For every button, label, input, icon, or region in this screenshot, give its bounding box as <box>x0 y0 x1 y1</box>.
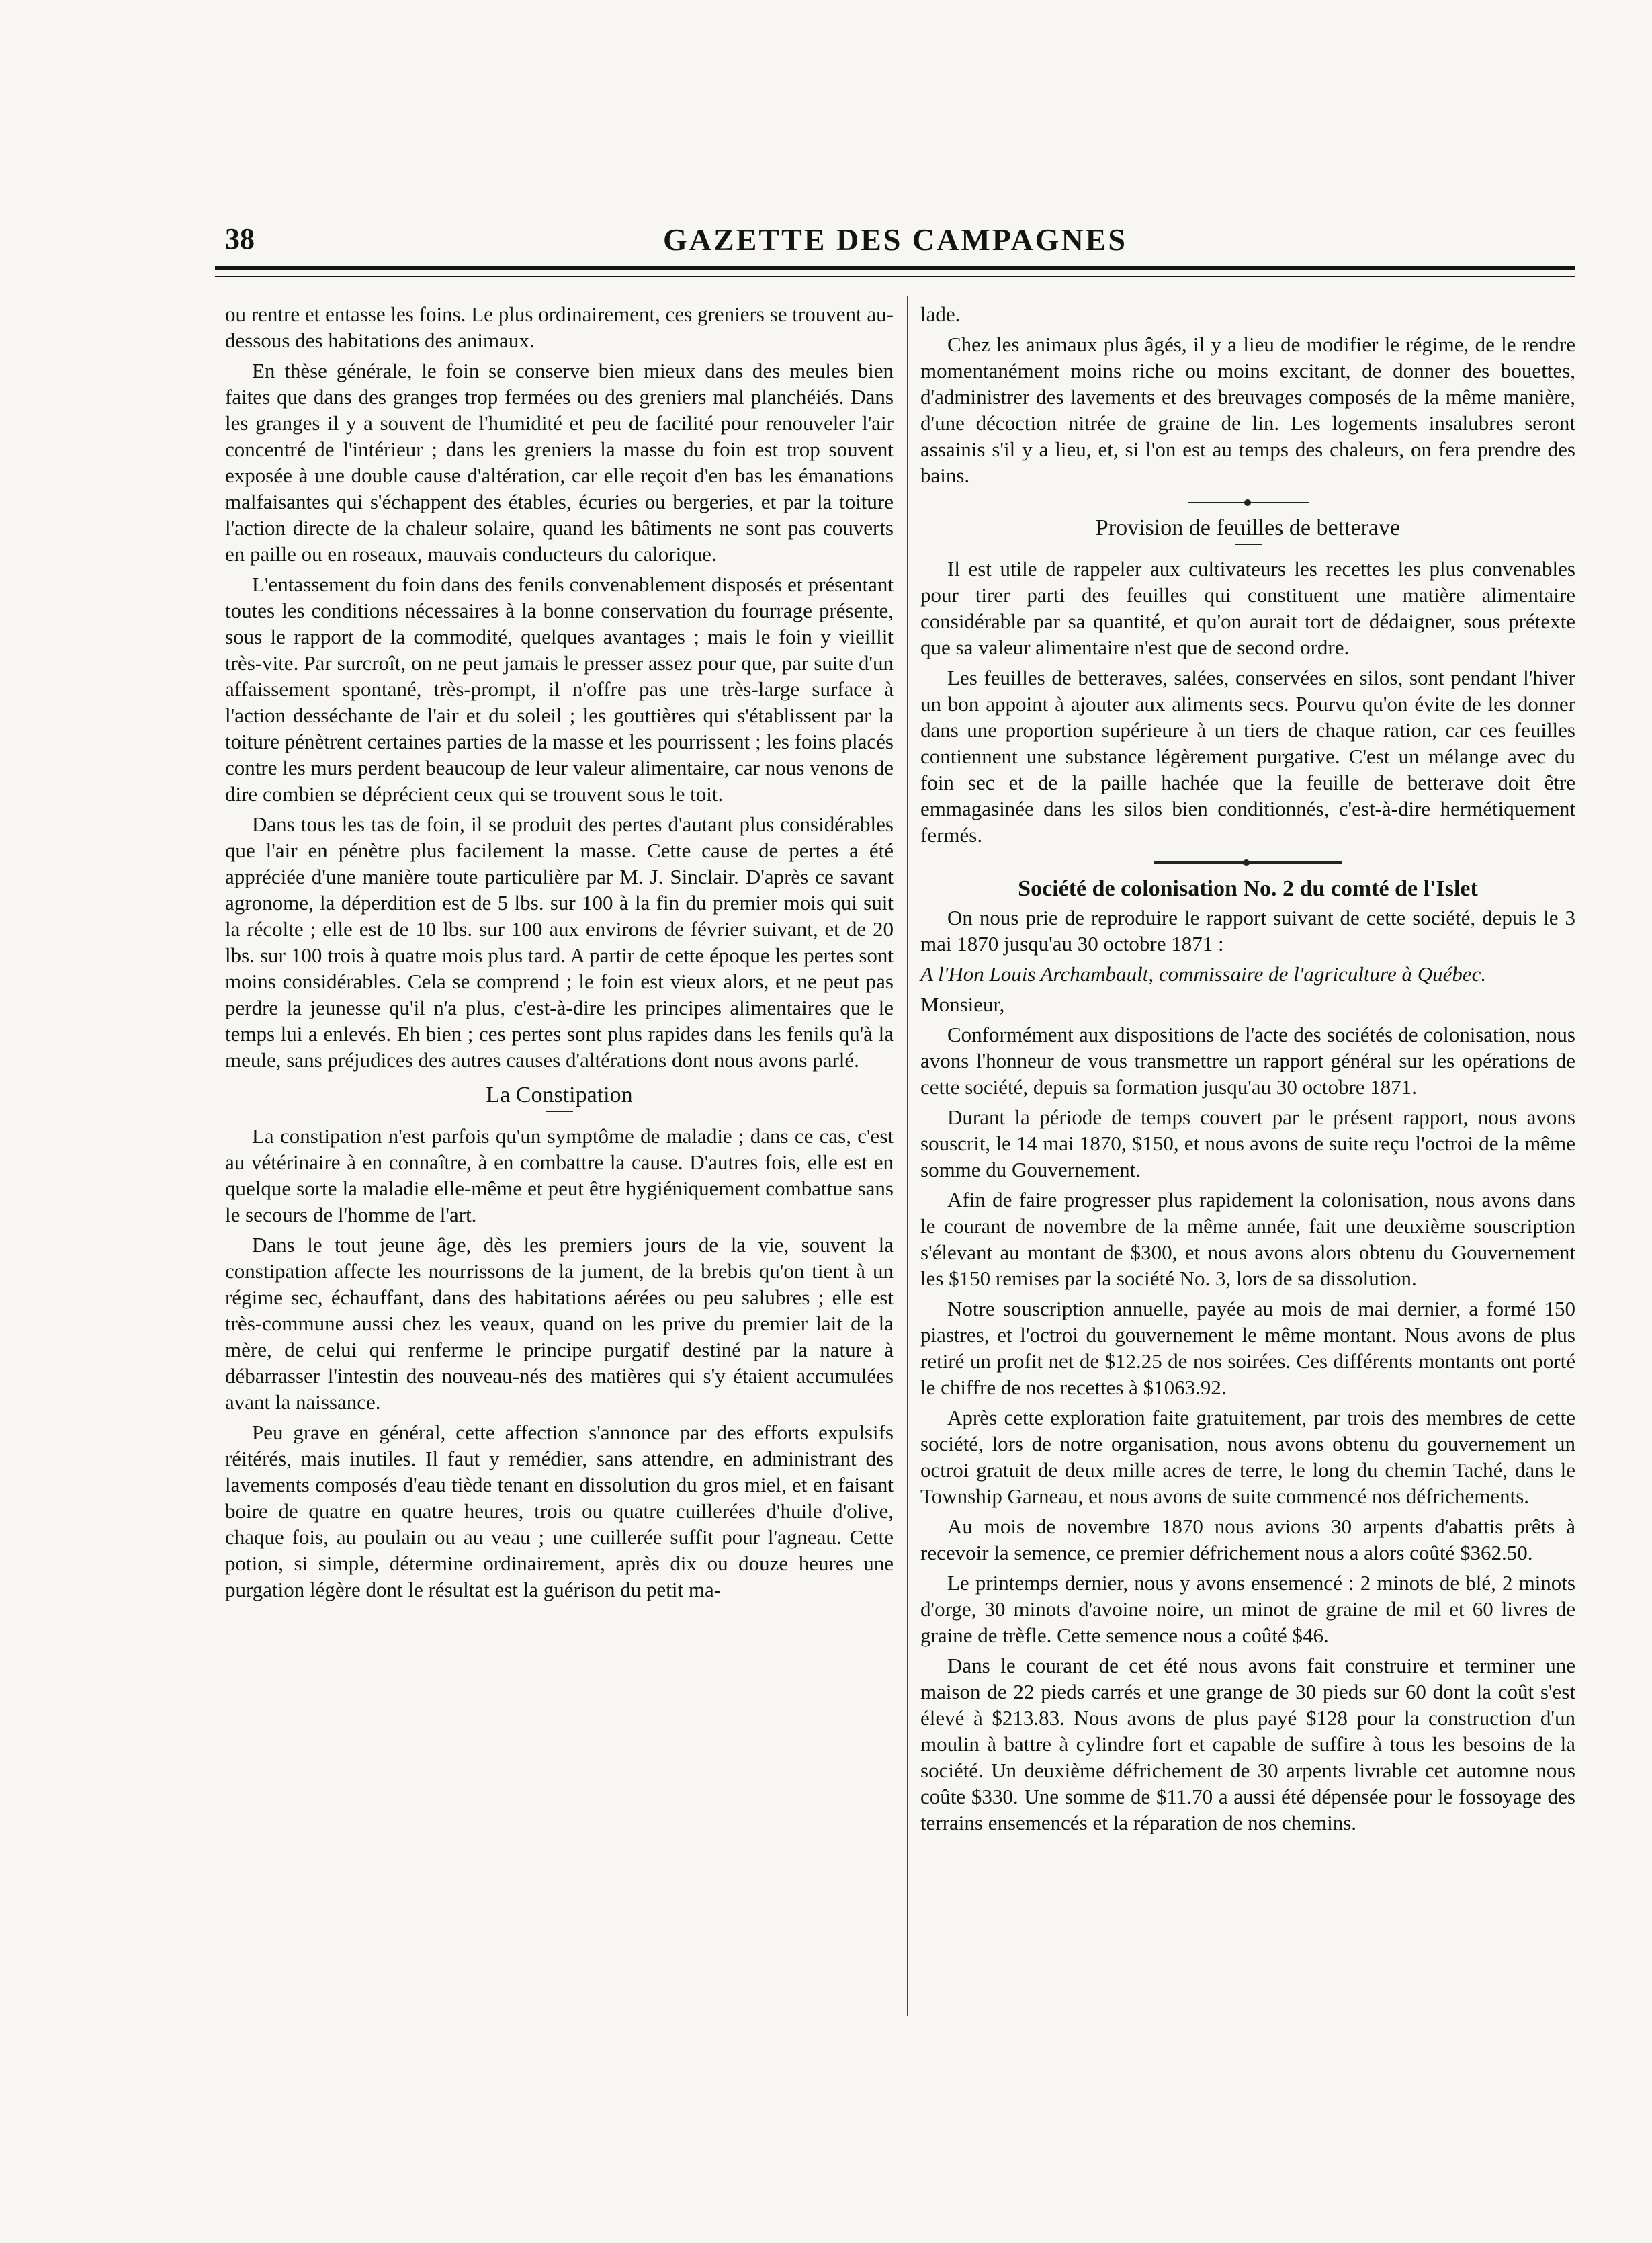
header-rule-thin <box>215 276 1575 277</box>
article-paragraph: En thèse générale, le foin se conserve bien mieux dans des meules bien faites que dans des granges trop fermées ou des greniers mal planchéiés. Dans les granges il y a souvent de l'humidité et peu de facilité pour renouveler l'air concentré de l'intérieur ; dans les greniers la masse du foin est trop souvent exposée à une double cause d'altération, car elle reçoit d'en bas les émanations malfaisantes qui s'échappent des étables, écuries ou bergeries, et par la toiture l'action directe de la chaleur solaire, quand les bâtiments ne sont pas couverts en paille ou en roseaux, mauvais conducteurs du calorique. <box>225 359 894 566</box>
article-paragraph: Afin de faire progresser plus rapidement la colonisation, nous avons dans le courant de novembre de la même année, fait une deuxième souscription s'élevant au montant de $300, et nous avons alors obtenu du Gouvernement les $150 remises par la société No. 3, lors de sa dissolution. <box>920 1188 1575 1290</box>
article-paragraph: Peu grave en général, cette affection s'annonce par des efforts expulsifs réitérés, mais inutiles. Il faut y remédier, sans attendre, en administrant des lavements composés d'eau tiède tenant en dissolution du gros miel, et en faisant boire de quatre en quatre heures, trois ou quatre cuillerées d'huile d'olive, chaque fois, au poulain ou au veau ; une cuillerée suffit pour l'agneau. Cette potion, si simple, détermine ordinairement, après dix ou douze heures une purgation légère dont le résultat est la guérison du petit ma- <box>225 1421 894 1601</box>
left-column <box>225 301 894 1607</box>
article-paragraph: La constipation n'est parfois qu'un symptôme de maladie ; dans ce cas, c'est au vétérinaire à en connaître, à en combattre la cause. D'autres fois, elle est en quelque sorte la maladie elle-même et peut être hygiéniquement combattue sans le secours de l'homme de l'art. <box>225 1124 894 1226</box>
article-paragraph: Notre souscription annuelle, payée au mois de mai dernier, a formé 150 piastres, et l'octroi du gouvernement le même montant. Nous avons de plus retiré un profit net de $12.25 de nos soirées. Ces différents montants ont porté le chiffre de nos recettes à $1063.92. <box>920 1297 1575 1399</box>
heading-underline <box>1235 544 1262 545</box>
masthead-title: GAZETTE DES CAMPAGNES <box>663 222 1127 257</box>
column-divider <box>907 296 908 2016</box>
article-paragraph: On nous prie de reproduire le rapport suivant de cette société, depuis le 3 mai 1870 jusqu'au 30 octobre 1871 : <box>920 906 1575 956</box>
address-line: A l'Hon Louis Archambault, commissaire de l'agriculture à Québec. <box>920 962 1487 986</box>
article-paragraph: Dans le tout jeune âge, dès les premiers jours de la vie, souvent la constipation affecte les nourrissons de la jument, de la brebis qu'on tient à un régime sec, échauffant, dans des habitations aérées ou peu salubres ; elle est très-commune aussi chez les veaux, quand on les prive du premier lait de la mère, de celui qui renferme le principe purgatif destiné par la nature à débarrasser l'intestin des nouveau-nés des matières qui s'y étaient accumulées avant la naissance. <box>225 1233 894 1414</box>
section-separator <box>1154 861 1342 864</box>
article-paragraph: Conformément aux dispositions de l'acte des sociétés de colonisation, nous avons l'honneur de vous transmettre un rapport général sur les opérations de cette société, depuis sa formation jusqu'au 30 octobre 1871. <box>920 1023 1575 1099</box>
article-paragraph: Après cette exploration faite gratuitement, par trois des membres de cette société, lors de notre organisation, nous avons obtenu du gouvernement un octroi gratuit de deux mille acres de terre, le long du chemin Taché, dans le Township Garneau, et nous avons de suite commencé nos défrichements. <box>920 1406 1575 1508</box>
article-paragraph: Durant la période de temps couvert par le présent rapport, nous avons souscrit, le 14 mai 1870, $150, et nous avons de suite reçu l'octroi de la même somme du Gouvernement. <box>920 1105 1575 1181</box>
article-paragraph: L'entassement du foin dans des fenils convenablement disposés et présentant toutes les conditions nécessaires à la bonne conservation du fourrage présente, sous le rapport de la commodité, quelques avantages ; mais le foin y vieillit très-vite. Par surcroît, on ne peut jamais le presser assez pour que, par suite d'un affaissement spontané, très-prompt, il n'offre pas une très-large surface à l'action desséchante de l'air et du soleil ; les gouttières qui s'établissent par la toiture pénètrent certaines parties de la masse et les pourrissent ; les foins placés contre les murs perdent beaucoup de leur valeur alimentaire, car nous venons de dire combien se déprécient ceux qui se trouvent sous le toit. <box>225 573 894 806</box>
right-column <box>920 301 1575 1840</box>
article-paragraph: Les feuilles de betteraves, salées, conservées en silos, sont pendant l'hiver un bon appoint à ajouter aux aliments secs. Pourvu qu'on évite de les donner dans une proportion supérieure à un tiers de chaque ration, car ces feuilles contiennent une substance légèrement purgative. C'est un mélange avec du foin sec et de la paille hachée que la feuille de betterave doit être emmagasinée dans les silos bien conditionnés, c'est-à-dire hermétiquement fermés. <box>920 666 1575 847</box>
salutation: Monsieur, <box>920 992 1005 1016</box>
section-separator <box>1188 502 1309 503</box>
page-number: 38 <box>225 222 255 255</box>
article-paragraph: ou rentre et entasse les foins. Le plus ordinairement, ces greniers se trouvent au-dessous des habitations des animaux. <box>225 302 894 352</box>
heading-underline <box>546 1111 573 1112</box>
section-heading-constipation: La Constipation <box>486 1083 633 1107</box>
page-header <box>225 222 1565 262</box>
article-paragraph: Le printemps dernier, nous y avons ensemencé : 2 minots de blé, 2 minots d'orge, 30 minots d'avoine noire, un minot de graine de mil et 60 livres de graine de trèfle. Cette semence nous a coûté $46. <box>920 1571 1575 1647</box>
section-heading-colonisation: Société de colonisation No. 2 du comté de l'Islet <box>1018 876 1478 901</box>
article-paragraph: Dans tous les tas de foin, il se produit des pertes d'autant plus considérables que l'air en pénètre plus facilement la masse. Cette cause de pertes a été appréciée d'une manière toute particulière par M. J. Sinclair. D'après ce savant agronome, la déperdition est de 5 lbs. sur 100 à la fin du premier mois qui suit la récolte ; elle est de 10 lbs. sur 100 aux environs de février suivant, et de 20 lbs. sur 100 trois à quatre mois plus tard. A partir de cette époque les pertes sont moins considérables. Cela se comprend ; le foin est vieux alors, et ne peut pas perdre la jeunesse qu'il n'a plus, c'est-à-dire les principes alimentaires que le temps lui a enlevés. Eh bien ; ces pertes sont plus rapides dans les fenils qu'à la meule, sans préjudices des autres causes d'altérations dont nous avons parlé. <box>225 812 894 1072</box>
article-paragraph: Au mois de novembre 1870 nous avions 30 arpents d'abattis prêts à recevoir la semence, ce premier défrichement nous a alors coûté $362.50. <box>920 1515 1575 1564</box>
header-rule-thick <box>215 266 1575 270</box>
article-paragraph: lade. <box>920 302 961 326</box>
article-paragraph: Il est utile de rappeler aux cultivateurs les recettes les plus convenables pour tirer parti des feuilles qui constituent une matière alimentaire considérable par sa quantité, et qu'on aurait tort de dédaigner, sous prétexte que sa valeur alimentaire n'est que de second ordre. <box>920 557 1575 659</box>
article-paragraph: Chez les animaux plus âgés, il y a lieu de modifier le régime, de le rendre momentanément moins riche ou moins excitant, de donner des bouettes, d'administrer des lavements et des breuvages composés de la même manière, d'une décoction nitrée de graine de lin. Les logements insalubres seront assainis s'il y a lieu, et, si l'on est au temps des chaleurs, on fera prendre des bains. <box>920 333 1575 487</box>
section-heading-betterave: Provision de feuilles de betterave <box>1095 515 1401 540</box>
article-paragraph: Dans le courant de cet été nous avons fait construire et terminer une maison de 22 pieds carrés et une grange de 30 pieds sur 60 dont la coût s'est élevé à $213.83. Nous avons de plus payé $128 pour la construction d'un moulin à battre à cylindre fort et capable de suffire à tous les besoins de la société. Un deuxième défrichement de 30 arpents livrable cet automne nous coûte $330. Une somme de $11.70 a aussi été dépensée pour le fossoyage des terrains ensemencés et la réparation de nos chemins. <box>920 1654 1575 1834</box>
